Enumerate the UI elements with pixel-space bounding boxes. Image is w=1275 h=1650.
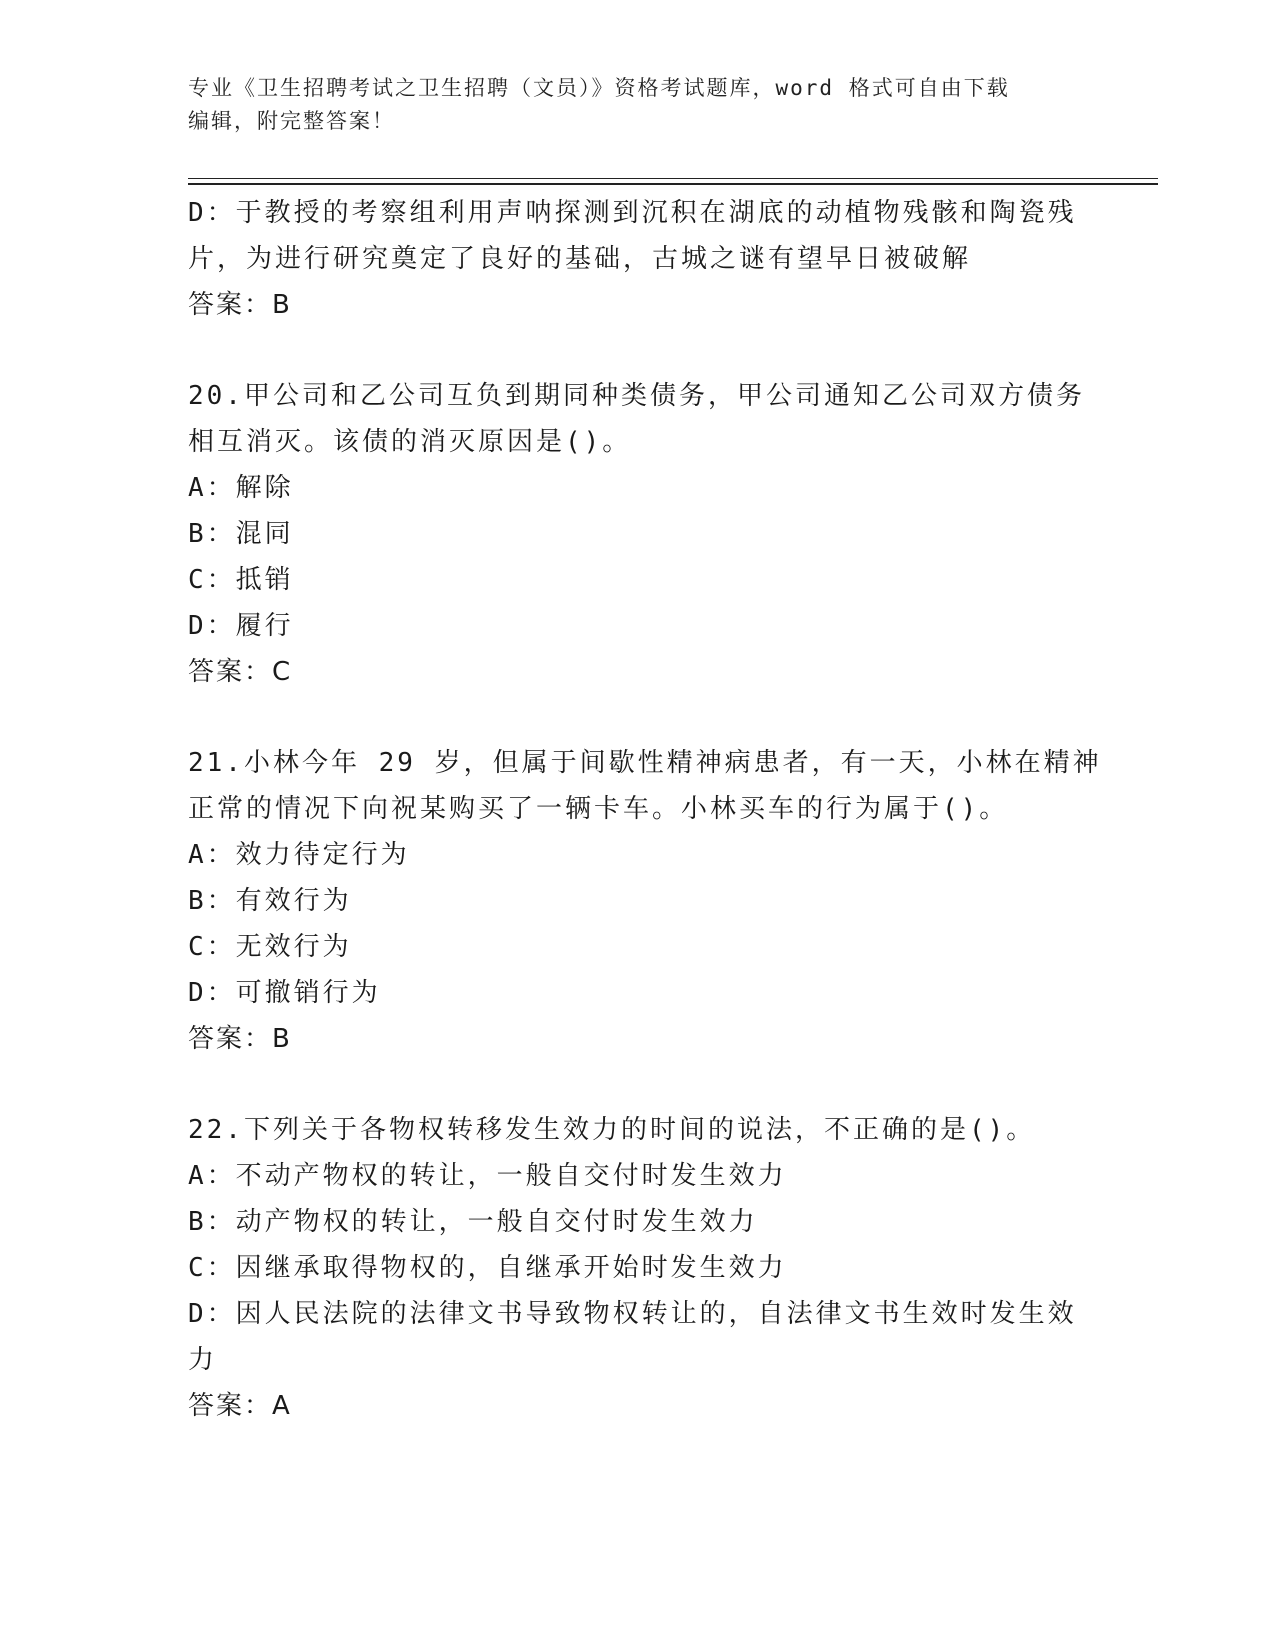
question-stem: 20.甲公司和乙公司互负到期同种类债务，甲公司通知乙公司双方债务 [188, 381, 1085, 411]
option-d-continued: 力 [188, 1345, 218, 1375]
option-b: B：有效行为 [188, 886, 352, 916]
option-b: B：动产物权的转让，一般自交付时发生效力 [188, 1207, 758, 1237]
option-b: B：混同 [188, 519, 294, 549]
question-stem-continued: 相互消灭。该债的消灭原因是()。 [188, 427, 632, 457]
answer: 答案：B [188, 1024, 292, 1054]
question-21 [188, 740, 1102, 1062]
answer: 答案：A [188, 1391, 292, 1421]
option-d: D：因人民法院的法律文书导致物权转让的，自法律文书生效时发生效 [188, 1299, 1077, 1329]
header-rule-thin [188, 178, 1158, 179]
option-d: D：履行 [188, 611, 294, 641]
option-c: C：抵销 [188, 565, 294, 595]
answer: 答案：B [188, 290, 292, 320]
option-d: D：可撤销行为 [188, 978, 381, 1008]
option-a: A：效力待定行为 [188, 840, 410, 870]
header-line-1: 专业《卫生招聘考试之卫生招聘（文员）》资格考试题库，word 格式可自由下载 [188, 76, 1010, 100]
option-c: C：无效行为 [188, 932, 352, 962]
question-20 [188, 373, 1088, 695]
option-a: A：解除 [188, 473, 294, 503]
option-d-continued: 片，为进行研究奠定了良好的基础，古城之谜有望早日被破解 [188, 244, 972, 274]
question-22 [188, 1107, 1088, 1429]
question-stem-continued: 正常的情况下向祝某购买了一辆卡车。小林买车的行为属于()。 [188, 794, 1009, 824]
header-rule-thick [188, 183, 1158, 185]
answer: 答案：C [188, 657, 293, 687]
document-header [188, 72, 1088, 138]
header-line-2: 编辑，附完整答案！ [188, 109, 395, 133]
question-19-tail [188, 190, 1088, 328]
option-c: C：因继承取得物权的，自继承开始时发生效力 [188, 1253, 787, 1283]
question-stem: 21.小林今年 29 岁，但属于间歇性精神病患者，有一天，小林在精神 [188, 748, 1102, 778]
option-a: A：不动产物权的转让，一般自交付时发生效力 [188, 1161, 787, 1191]
question-stem: 22.下列关于各物权转移发生效力的时间的说法，不正确的是()。 [188, 1115, 1036, 1145]
option-d: D：于教授的考察组利用声呐探测到沉积在湖底的动植物残骸和陶瓷残 [188, 198, 1077, 228]
document-body [188, 190, 1102, 1429]
